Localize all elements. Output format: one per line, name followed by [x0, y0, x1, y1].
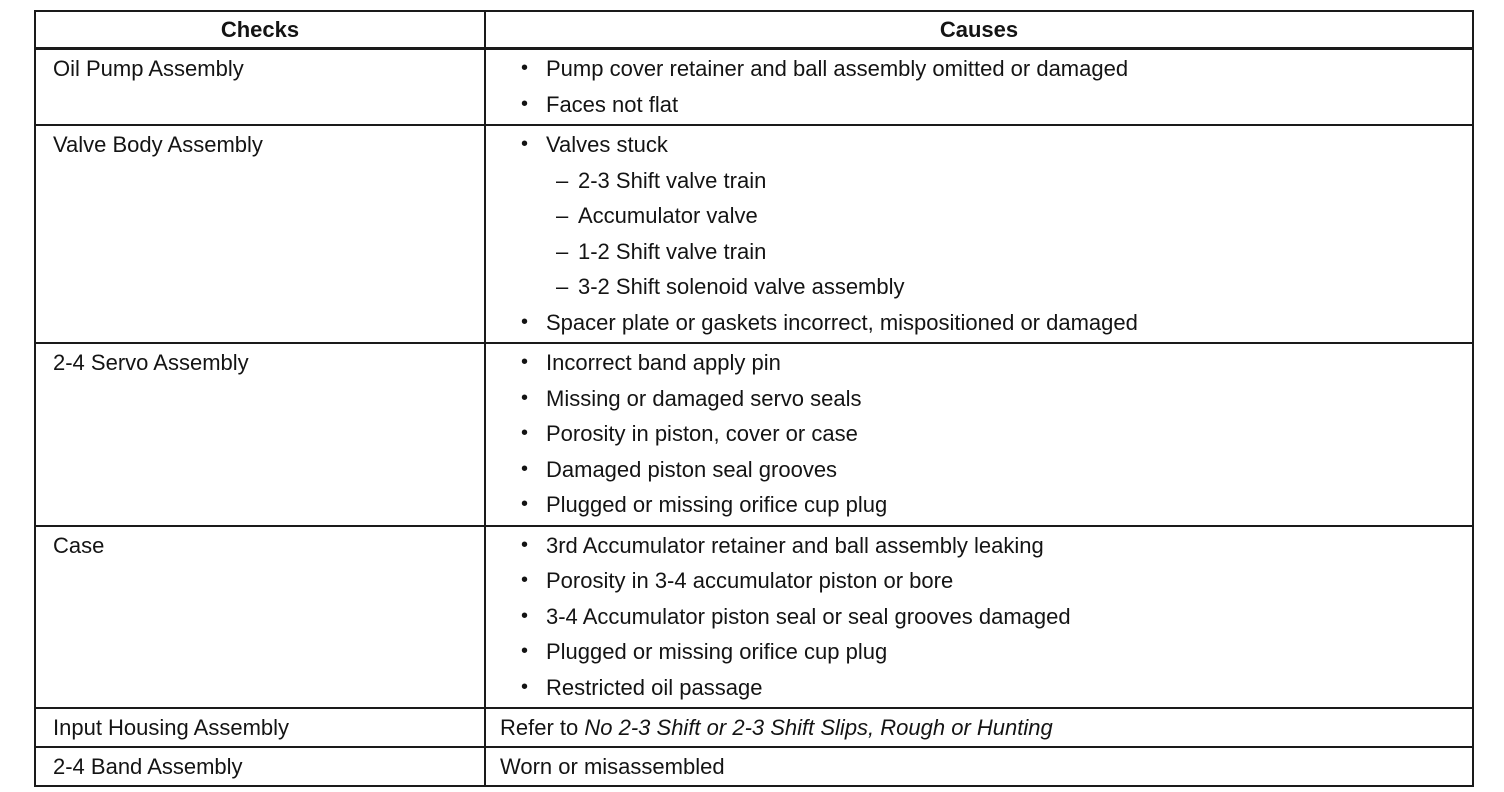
header-checks: Checks — [35, 11, 485, 49]
dash-icon: – — [556, 238, 569, 264]
bullet-icon: • — [521, 310, 529, 333]
subcause-item — [486, 198, 1472, 234]
cause-item — [486, 127, 1472, 163]
table-row — [35, 708, 1473, 747]
causes-cell: Worn or misassembled — [485, 747, 1473, 786]
table-row — [35, 747, 1473, 786]
cause-item — [486, 599, 1472, 635]
dash-icon: – — [556, 167, 569, 193]
bullet-icon: • — [521, 457, 529, 480]
table-row — [35, 49, 1473, 126]
check-cell: Oil Pump Assembly — [35, 49, 485, 126]
bullet-icon: • — [521, 533, 529, 556]
header-causes: Causes — [485, 11, 1473, 49]
subcause-item — [486, 269, 1472, 305]
cause-item — [486, 563, 1472, 599]
check-cell: Case — [35, 526, 485, 709]
bullet-icon: • — [521, 386, 529, 409]
table-row — [35, 125, 1473, 343]
check-cell: 2-4 Servo Assembly — [35, 343, 485, 526]
table-row — [35, 526, 1473, 709]
cause-item — [486, 345, 1472, 381]
dash-icon: – — [556, 203, 569, 228]
causes-cell — [485, 125, 1473, 343]
cause-text: Faces not flat — [546, 91, 679, 117]
cause-text: Porosity in 3-4 accumulator piston or bore — [546, 568, 954, 593]
cause-text: Damaged piston seal grooves — [546, 456, 838, 482]
cause-text: Restricted oil passage — [546, 674, 763, 700]
causes-cell — [485, 708, 1473, 747]
cause-text: Pump cover retainer and ball assembly omitted or damaged — [546, 56, 1129, 81]
cause-text: Spacer plate or gaskets incorrect, mispositioned or damaged — [546, 309, 1138, 335]
cause-text: Plugged or missing orifice cup plug — [546, 492, 888, 517]
reference-text: No 2-3 Shift or 2-3 Shift Slips, Rough or Hunting — [584, 715, 1053, 740]
check-cell: 2-4 Band Assembly — [35, 747, 485, 786]
cause-item — [486, 51, 1472, 87]
cause-item — [486, 634, 1472, 670]
check-cell: Valve Body Assembly — [35, 125, 485, 343]
bullet-icon: • — [521, 493, 529, 515]
subcause-text: Accumulator valve — [578, 203, 758, 228]
cause-item — [486, 381, 1472, 417]
causes-cell — [485, 49, 1473, 126]
bullet-icon: • — [521, 640, 529, 662]
check-cell: Input Housing Assembly — [35, 708, 485, 747]
cause-item — [486, 670, 1472, 706]
cause-text: Incorrect band apply pin — [546, 350, 781, 375]
subcause-text: 2-3 Shift valve train — [578, 167, 767, 193]
refer-prefix: Refer to — [500, 715, 585, 740]
cause-text: 3rd Accumulator retainer and ball assembly leaking — [546, 532, 1044, 558]
bullet-icon: • — [521, 351, 529, 373]
bullet-icon: • — [521, 422, 529, 444]
cause-item — [486, 452, 1472, 488]
cause-item — [486, 87, 1472, 123]
table-row — [35, 343, 1473, 526]
subcause-text: 3-2 Shift solenoid valve assembly — [578, 274, 905, 299]
cause-item — [486, 487, 1472, 523]
cause-text: Valves stuck — [546, 132, 668, 157]
cause-item — [486, 528, 1472, 564]
bullet-icon: • — [521, 92, 529, 115]
checks-causes-table — [34, 10, 1474, 787]
subcause-item — [486, 163, 1472, 199]
subcause-text: 1-2 Shift valve train — [578, 238, 767, 264]
bullet-icon: • — [521, 604, 529, 627]
bullet-icon: • — [521, 569, 529, 591]
cause-text: Missing or damaged servo seals — [546, 385, 862, 411]
causes-cell — [485, 343, 1473, 526]
causes-cell — [485, 526, 1473, 709]
bullet-icon: • — [521, 675, 529, 698]
header-row — [35, 11, 1473, 49]
cause-text: Porosity in piston, cover or case — [546, 421, 858, 446]
cause-item — [486, 305, 1472, 341]
cause-text: Plugged or missing orifice cup plug — [546, 639, 888, 664]
cause-item — [486, 416, 1472, 452]
bullet-icon: • — [521, 57, 529, 79]
subcause-item — [486, 234, 1472, 270]
bullet-icon: • — [521, 133, 529, 155]
dash-icon: – — [556, 274, 569, 299]
cause-text: 3-4 Accumulator piston seal or seal grooves damaged — [546, 603, 1071, 629]
